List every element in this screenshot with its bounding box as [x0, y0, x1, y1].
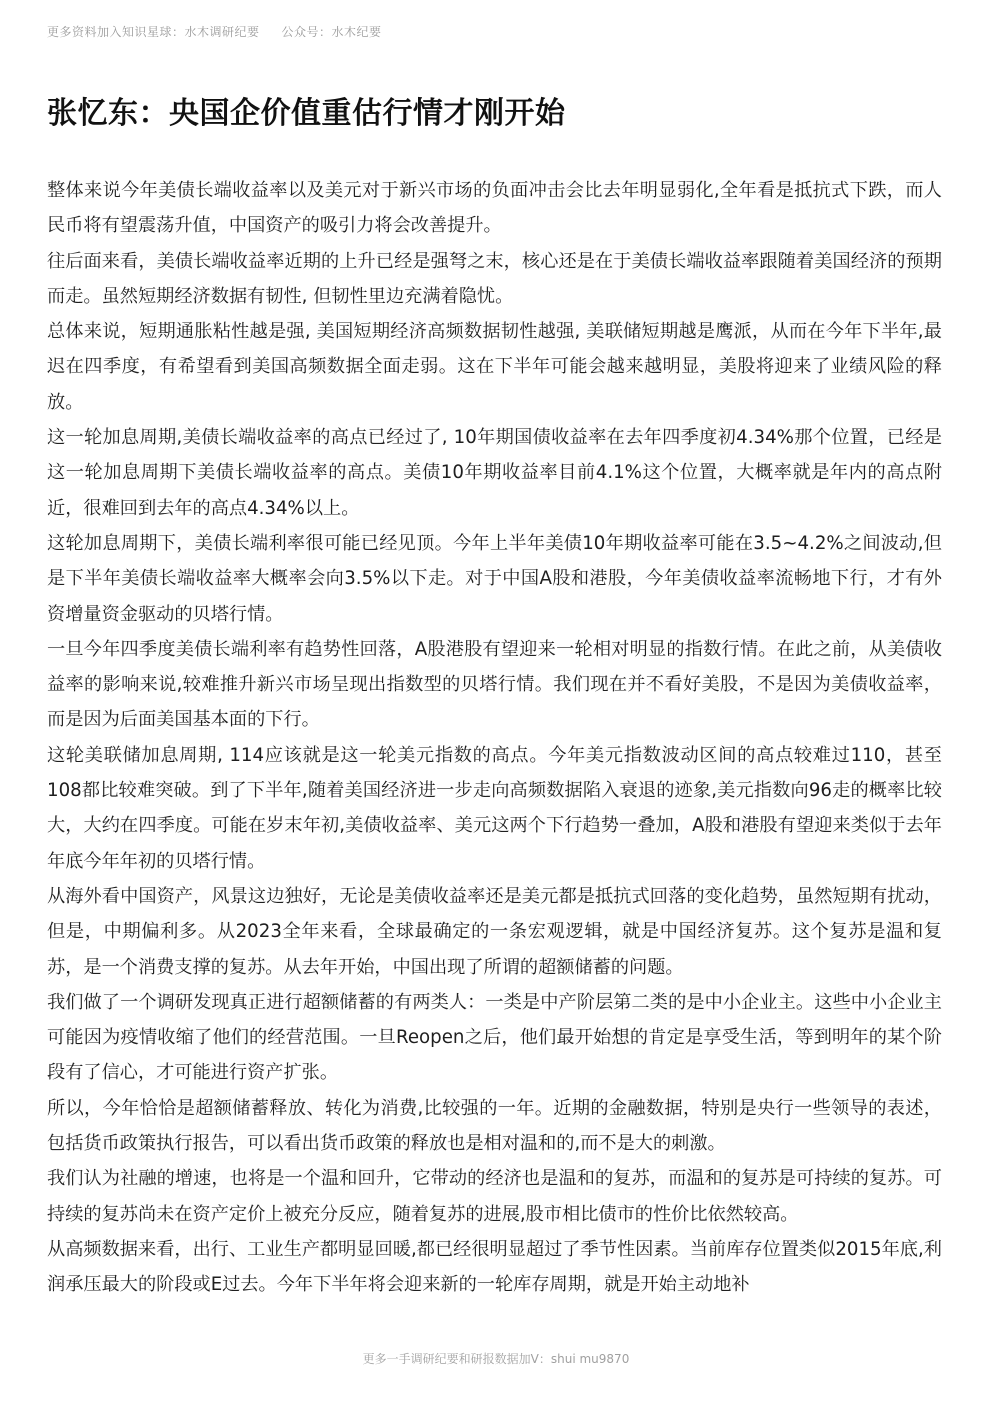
paragraph-1: 整体来说今年美债长端收益率以及美元对于新兴市场的负面冲击会比去年明显弱化,全年看是抵抗式下跌，而人民币将有望震荡升值，中国资产的吸引力将会改善提升。	[47, 180, 942, 237]
paragraph-5: 这轮加息周期下，美债长端利率很可能已经见顶。今年上半年美债10年期收益率可能在3.5~4.2%之间波动,但是下半年美债长端收益率大概率会向3.5%以下走。对于中国A股和港股，今年美债收益率流畅地下行，才有外资增量资金驱动的贝塔行情。	[47, 532, 942, 625]
paragraph-2: 往后面来看，美债长端收益率近期的上升已经是强弩之末，核心还是在于美债长端收益率跟随着美国经济的预期而走。虽然短期经济数据有韧性, 但韧性里边充满着隐忧。	[47, 250, 942, 307]
article-body	[47, 173, 942, 1303]
paragraph-3: 总体来说，短期通胀粘性越是强, 美国短期经济高频数据韧性越强, 美联储短期越是鹰派，从而在今年下半年,最迟在四季度，有希望看到美国高频数据全面走弱。这在下半年可能会越来越明显，美股将迎来了业绩风险的释放。	[47, 321, 942, 413]
article-title: 张忆东：央国企价值重估行情才刚开始	[47, 96, 566, 131]
paragraph-9: 我们做了一个调研发现真正进行超额储蓄的有两类人：一类是中产阶层第二类的是中小企业主。这些中小企业主可能因为疫情收缩了他们的经营范围。一旦Reopen之后，他们最开始想的肯定是享受生活，等到明年的某个阶段有了信心，才可能进行资产扩张。	[47, 991, 942, 1084]
paragraph-12: 从高频数据来看，出行、工业生产都明显回暖,都已经很明显超过了季节性因素。当前库存位置类似2015年底,利润承压最大的阶段或E过去。今年下半年将会迎来新的一轮库存周期，就是开始主动地补	[47, 1238, 942, 1296]
paragraph-8: 从海外看中国资产，风景这边独好，无论是美债收益率还是美元都是抵抗式回落的变化趋势，虽然短期有扰动，但是，中期偏利多。从2023全年来看，全球最确定的一条宏观逻辑，就是中国经济复苏。这个复苏是温和复苏，是一个消费支撑的复苏。从去年开始，中国出现了所谓的超额储蓄的问题。	[47, 885, 942, 978]
header-note-official-account: 公众号：水木纪要	[281, 25, 382, 39]
paragraph-11: 我们认为社融的增速，也将是一个温和回升，它带动的经济也是温和的复苏，而温和的复苏是可持续的复苏。可持续的复苏尚未在资产定价上被充分反应，随着复苏的进展,股市相比债市的性价比依然较高。	[47, 1168, 942, 1225]
paragraph-4: 这一轮加息周期,美债长端收益率的高点已经过了, 10年期国债收益率在去年四季度初4.34%那个位置，已经是这一轮加息周期下美债长端收益率的高点。美债10年期收益率目前4.1%这个位置，大概率就是年内的高点附近，很难回到去年的高点4.34%以上。	[47, 427, 942, 519]
paragraph-6: 一旦今年四季度美债长端利率有趋势性回落，A股港股有望迎来一轮相对明显的指数行情。在此之前，从美债收益率的影响来说,较难推升新兴市场呈现出指数型的贝塔行情。我们现在并不看好美股，不是因为美债收益率，而是因为后面美国基本面的下行。	[47, 638, 942, 731]
paragraph-7: 这轮美联储加息周期, 114应该就是这一轮美元指数的高点。今年美元指数波动区间的高点较难过110，甚至108都比较难突破。到了下半年,随着美国经济进一步走向高频数据陷入衰退的迹象,美元指数向96走的概率比较大，大约在四季度。可能在岁末年初,美债收益率、美元这两个下行趋势一叠加，A股和港股有望迎来类似于去年年底今年年初的贝塔行情。	[47, 744, 942, 872]
header-note	[47, 23, 382, 40]
footer-note: 更多一手调研纪要和研报数据加V：shui mu9870	[362, 1352, 630, 1366]
paragraph-10: 所以，今年恰恰是超额储蓄释放、转化为消费,比较强的一年。近期的金融数据，特别是央行一些领导的表述，包括货币政策执行报告，可以看出货币政策的释放也是相对温和的,而不是大的刺激。	[47, 1097, 942, 1155]
header-note-knowledge-planet: 更多资料加入知识星球：水木调研纪要	[47, 25, 260, 39]
